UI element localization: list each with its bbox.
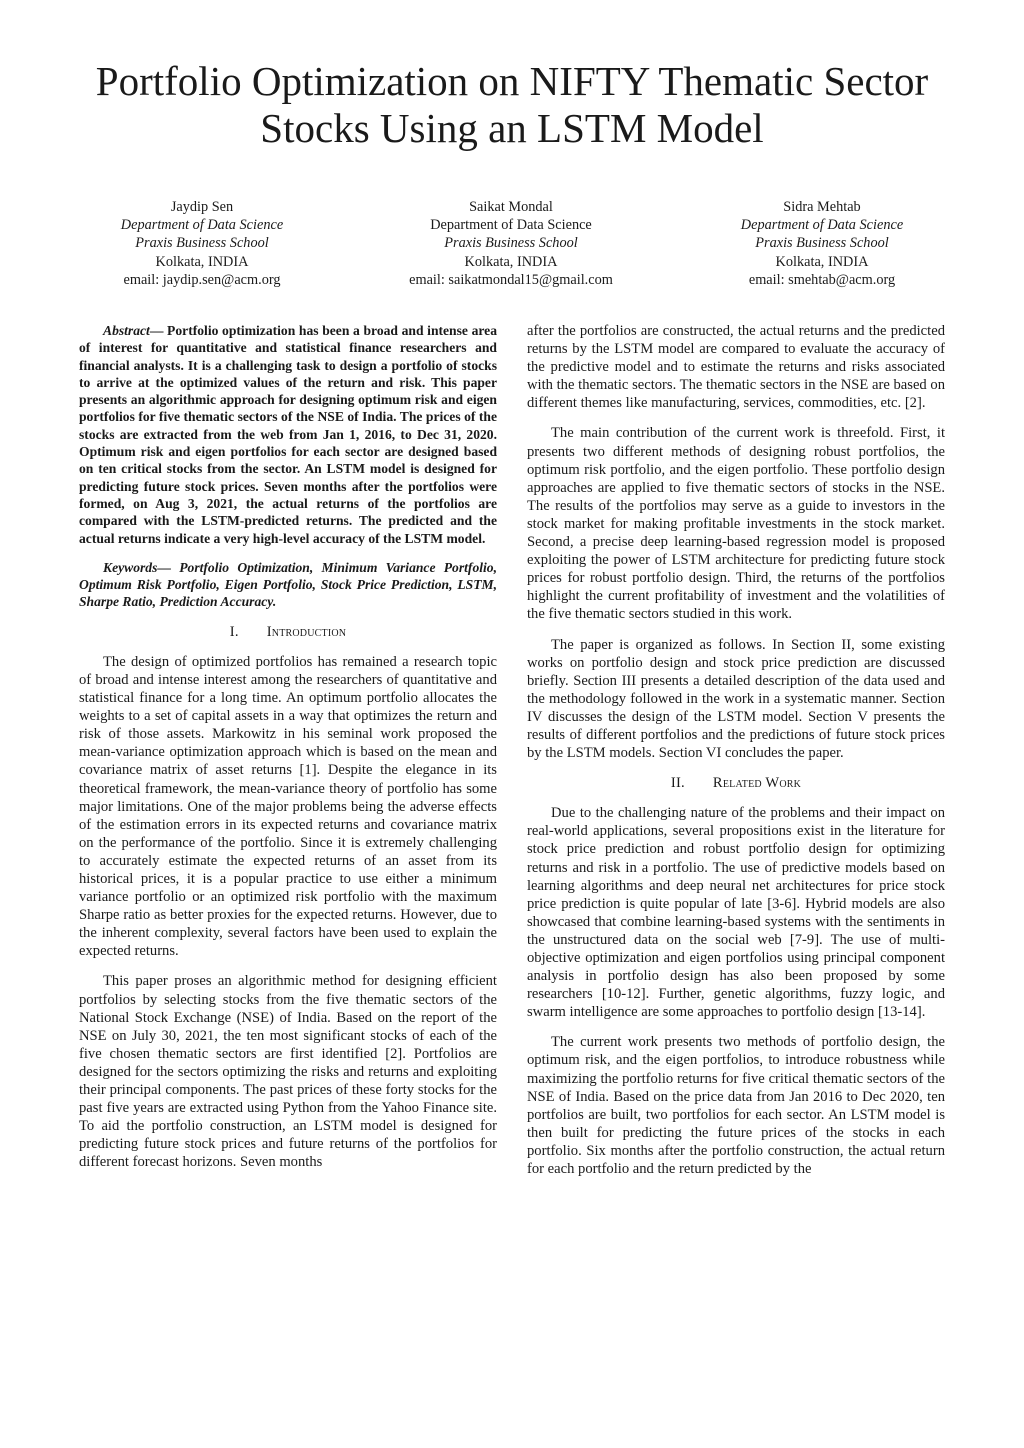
author-email[interactable]: email: jaydip.sen@acm.org (123, 271, 281, 288)
section-title: Introduction (266, 623, 347, 640)
author-email[interactable]: email: saikatmondal15@gmail.com (409, 271, 613, 288)
paragraph: The paper is organized as follows. In Section II, some existing works on portfolio design and stock price prediction are discussed briefly. Section III presents a detailed description of the data used and the methodology followed in the work in a systematic manner. Section IV discusses the design of the LSTM model. Section V presents the results of different portfolios and the predictions of future stock prices by the LSTM models. Section VI concludes the paper. (527, 636, 945, 762)
section-heading-introduction (79, 623, 497, 641)
author-school: Praxis Business School (135, 235, 269, 252)
paragraph: The main contribution of the current work is threefold. First, it presents two different methods of designing robust portfolios, the optimum risk portfolio, and the eigen portfolio. These portfolio design approaches are applied to five thematic sectors of stocks in the NSE. The results of the portfolios may serve as a guide to investors in the stock market for making profitable investments in the stock market. Second, a precise deep learning-based regression model is proposed exploiting the power of LSTM architecture for predicting future stock prices for robust portfolio design. Third, the returns of the portfolios highlight the current profitability of investment and the volatilities of the five thematic sectors studied in this work. (527, 425, 945, 623)
author-name: Sidra Mehtab (783, 199, 861, 215)
author-school: Praxis Business School (755, 235, 889, 252)
author-location: Kolkata, INDIA (775, 253, 869, 270)
paragraph: Due to the challenging nature of the problems and their impact on real-world applications, several propositions exist in the literature for stock price prediction and robust portfolio design for optimizing returns and risk in a portfolio. The use of predictive models based on learning algorithms and deep neural net architectures for price stock price prediction is quite popular of late [3-6]. Hybrid models are also showcased that combine learning-based systems with the sentiments in the unstructured data on the social web [7-9]. The use of multi-objective optimization and eigen portfolios using principal component analysis in portfolio design has also been proposed by some researchers [10-12]. Further, genetic algorithms, fuzzy logic, and swarm intelligence are some approaches to portfolio design [13-14]. (527, 805, 945, 1021)
abstract-text: Portfolio optimization has been a broad and intense area of interest for quantitative and statistical finance researchers and financial analysts. It is a challenging task to design a portfolio of stocks to arrive at the optimized values of the return and risk. This paper presents an algorithmic approach for designing optimum risk and eigen portfolios for five thematic sectors of the NSE of India. The prices of the stocks are extracted from the web from Jan 1, 2016, to Dec 31, 2020. Optimum risk and eigen portfolios for each sector are designed based on ten critical stocks from the sector. An LSTM model is designed for predicting future stock prices. Seven months after the portfolios were formed, on Aug 3, 2021, the actual returns of the portfolios are compared with the LSTM-predicted returns. The predicted and the actual returns indicate a very high-level accuracy of the LSTM model. (79, 323, 497, 546)
author-email[interactable]: email: smehtab@acm.org (748, 271, 896, 288)
paragraph: after the portfolios are constructed, the actual returns and the predicted returns by the LSTM model are compared to evaluate the accuracy of the predictive model and to estimate the returns and risks associated with the thematic sectors. The thematic sectors in the NSE are based on different themes like manufacturing, services, commodities, etc. [2]. (527, 323, 945, 412)
right-column (527, 322, 945, 1190)
author-school: Praxis Business School (444, 235, 578, 252)
author-name: Jaydip Sen (170, 199, 234, 215)
section-title: Related Work (712, 775, 802, 792)
author-name: Saikat Mondal (469, 199, 553, 215)
paragraph: The current work presents two methods of portfolio design, the optimum risk, and the eigen portfolios, to introduce robustness while maximizing the portfolio returns for five critical thematic sectors of the NSE of India. Based on the price data from Jan 2016 to Dec 2020, ten portfolios are built, two portfolios for each sector. An LSTM model is then built for predicting the future prices of the stocks in each portfolio. Six months after the portfolio construction, the actual return for each portfolio and the return predicted by the (527, 1034, 945, 1178)
section-number: II. (670, 775, 685, 792)
author-1 (52, 198, 352, 289)
paragraph: This paper proses an algorithmic method for designing efficient portfolios by selecting stocks from the five thematic sectors of the National Stock Exchange (NSE) of India. Based on the report of the NSE on July 30, 2021, the ten most significant stocks of each of the five chosen thematic sectors are first identified [2]. Portfolios are designed for the sectors optimizing the risks and returns and exploiting their principal components. The past prices of these forty stocks for the past five years are extracted using Python from the Yahoo Finance site. To aid the portfolio construction, an LSTM model is designed for predicting future stock prices and future returns of the portfolios for different forecast horizons. Seven months (79, 973, 497, 1171)
keywords: Keywords— Portfolio Optimization, Minimum Variance Portfolio, Optimum Risk Portfolio, Eigen Portfolio, Stock Price Prediction, LSTM, Sharpe Ratio, Prediction Accuracy. (79, 559, 497, 610)
author-dept: Department of Data Science (120, 217, 284, 234)
author-2 (361, 198, 661, 289)
abstract-label: Abstract (103, 323, 150, 338)
author-3 (672, 198, 972, 289)
section-number: I. (229, 623, 239, 640)
author-location: Kolkata, INDIA (464, 253, 558, 270)
abstract-dash: — (149, 323, 164, 338)
section-heading-related-work (527, 774, 945, 792)
abstract (79, 322, 497, 547)
author-dept: Department of Data Science (740, 217, 904, 234)
left-column (79, 322, 497, 1183)
author-dept: Department of Data Science (430, 217, 592, 234)
paper-title: Portfolio Optimization on NIFTY Thematic Sector Stocks Using an LSTM Model (95, 58, 929, 151)
paragraph: The design of optimized portfolios has remained a research topic of broad and intense interest among the researchers of quantitative and statistical finance for a long time. An optimum portfolio allocates the weights to a set of capital assets in a way that optimizes the return and risk of those assets. Markowitz in his seminal work proposed the mean-variance optimization approach which is based on the mean and covariance matrix of asset returns [1]. Despite the elegance in its theoretical framework, the mean-variance theory of portfolio has some major limitations. One of the major problems being the adverse effects of the estimation errors in its expected returns and covariance matrix on the performance of the portfolio. Since it is extremely challenging to accurately estimate the expected returns of an asset from its historical prices, it is a popular practice to use either a minimum variance portfolio or an optimized risk portfolio with the maximum Sharpe ratio as better proxies for the expected returns. However, due to the inherent complexity, several factors have been used to explain the expected returns. (79, 653, 497, 960)
author-location: Kolkata, INDIA (155, 253, 249, 270)
